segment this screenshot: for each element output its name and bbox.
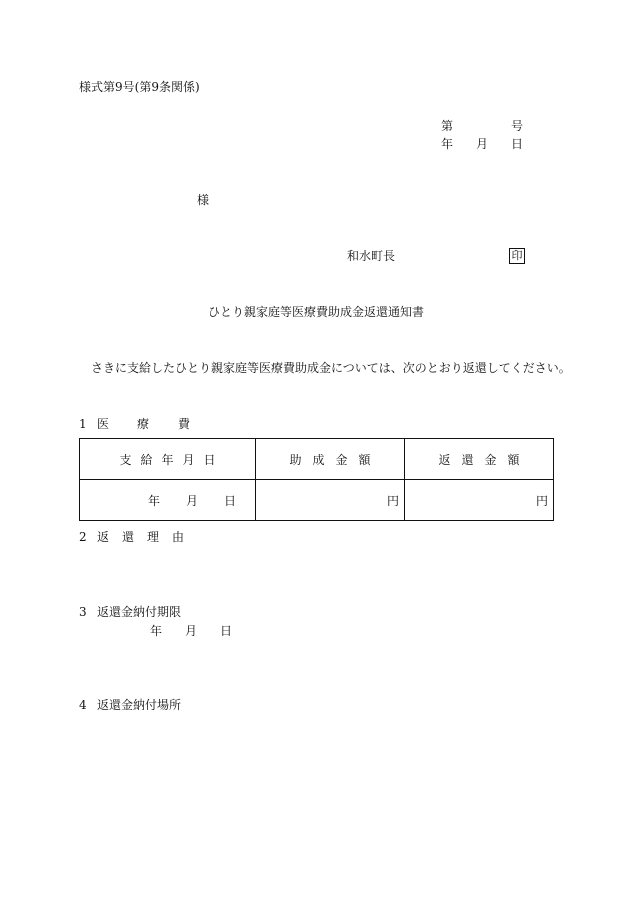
- header-payment-date: 支 給 年 月 日: [80, 439, 256, 480]
- section-2-label-2: 還: [122, 530, 135, 544]
- table-row: [80, 480, 554, 521]
- table-header-row: [80, 439, 554, 480]
- doc-number-suffix: 号: [511, 119, 524, 133]
- section-1-label-3: 費: [178, 417, 191, 431]
- section-4-label: 返還金納付場所: [97, 698, 182, 712]
- document-title: ひとり親家庭等医療費助成金返還通知書: [208, 305, 425, 319]
- medical-fee-table: [79, 438, 554, 521]
- body-text: さきに支給したひとり親家庭等医療費助成金については、次のとおり返還してください。: [91, 361, 571, 375]
- section-1-label-2: 療: [137, 417, 150, 431]
- section-3-label: 返還金納付期限: [97, 605, 182, 619]
- issuer-title: 和水町長: [347, 249, 396, 263]
- deadline-year: 年: [150, 624, 163, 638]
- seal-mark: 印: [509, 248, 525, 264]
- cell-day: 日: [223, 493, 236, 508]
- form-label: 様式第9号(第9条関係): [79, 80, 200, 94]
- section-1-label-1: 医: [97, 417, 110, 431]
- section-4-number: 4: [79, 698, 87, 712]
- section-2-label-3: 理: [147, 530, 160, 544]
- header-grant-amount: 助 成 金 額: [256, 439, 405, 480]
- cell-grant-amount: [256, 480, 405, 521]
- deadline-day: 日: [220, 624, 233, 638]
- doc-number-prefix: 第: [441, 119, 454, 133]
- addressee-suffix: 様: [197, 193, 210, 207]
- yen-mark: 円: [386, 493, 399, 508]
- cell-payment-date: [80, 480, 256, 521]
- doc-date-month: 月: [476, 137, 489, 151]
- cell-year: 年: [147, 493, 160, 508]
- deadline-month: 月: [185, 624, 198, 638]
- section-1-number: 1: [79, 417, 87, 431]
- section-2-number: 2: [79, 530, 87, 544]
- section-3-number: 3: [79, 605, 87, 619]
- doc-date-day: 日: [511, 137, 524, 151]
- cell-month: 月: [185, 493, 198, 508]
- section-2-label-4: 由: [172, 530, 185, 544]
- cell-refund-amount: [405, 480, 554, 521]
- header-refund-amount: 返 還 金 額: [405, 439, 554, 480]
- doc-date-year: 年: [441, 137, 454, 151]
- section-2-label-1: 返: [97, 530, 110, 544]
- yen-mark: 円: [535, 493, 548, 508]
